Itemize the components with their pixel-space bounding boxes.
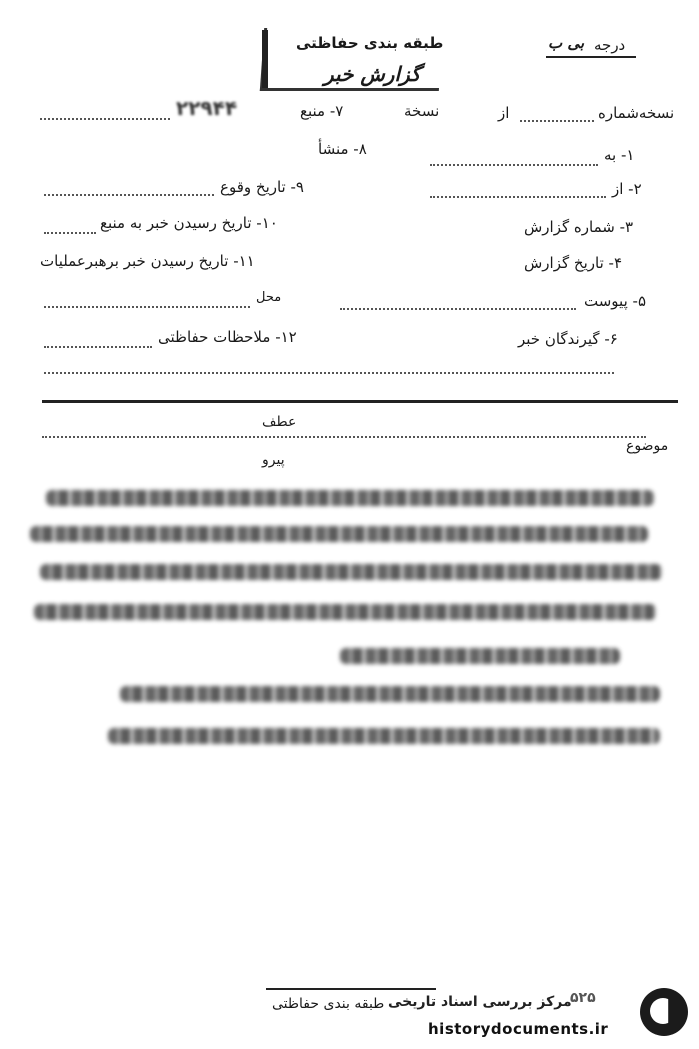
footer-number: ۵۲۵ bbox=[570, 990, 596, 1006]
classification-top: طبقه بندی حفاظتی bbox=[296, 34, 444, 52]
report-title: گزارش خبر bbox=[324, 62, 421, 86]
to-dots bbox=[430, 164, 598, 166]
body-line-blurred bbox=[34, 604, 656, 620]
date-occurrence-dots bbox=[44, 194, 214, 196]
reference-label: عطف bbox=[262, 414, 297, 430]
watermark-logo-icon bbox=[640, 988, 688, 1036]
from-dots bbox=[430, 196, 606, 198]
source-code: ۲۲۹۴۴ bbox=[176, 96, 238, 120]
body-line-blurred bbox=[30, 526, 648, 542]
body-line-blurred bbox=[108, 728, 660, 744]
of-label: از bbox=[498, 104, 510, 122]
section-separator bbox=[42, 400, 678, 403]
body-line-blurred bbox=[340, 648, 620, 664]
copy-label: نسخة bbox=[404, 102, 440, 120]
watermark-text: مرکز بررسی اسناد تاریخی bbox=[388, 994, 572, 1010]
attachment-label: ۵- پیوست bbox=[584, 292, 646, 310]
source-label: ۷- منبع bbox=[300, 102, 344, 120]
copy-number-label: نسخه‌شماره bbox=[598, 104, 675, 122]
grade-value: بی ب bbox=[548, 34, 585, 52]
copy-number-dots bbox=[520, 120, 594, 122]
stamp-edge-mark bbox=[262, 30, 268, 88]
from-label: ۲- از bbox=[612, 180, 642, 198]
recipients-label: ۶- گیرندگان خبر bbox=[518, 330, 618, 348]
origin-label: ۸- منشأ bbox=[318, 140, 367, 158]
classification-bottom: طبقه بندی حفاظتی bbox=[272, 996, 385, 1012]
report-date-label: ۴- تاریخ گزارش bbox=[524, 254, 622, 272]
subject-label: موضوع bbox=[626, 438, 669, 454]
extra-dots bbox=[44, 372, 614, 374]
security-notes-label: ۱۲- ملاحظات حفاظتی bbox=[158, 328, 297, 346]
grade-underline bbox=[546, 56, 636, 58]
to-label: ۱- به bbox=[604, 146, 635, 164]
report-number-label: ۳- شماره گزارش bbox=[524, 218, 634, 236]
date-received-source-label: ۱۰- تاریخ رسیدن خبر به منبع bbox=[100, 214, 278, 232]
footer-line bbox=[266, 988, 436, 990]
date-occurrence-label: ۹- تاریخ وقوع bbox=[220, 178, 304, 196]
reference-dots bbox=[42, 436, 646, 438]
body-line-blurred bbox=[40, 564, 662, 580]
body-line-blurred bbox=[46, 490, 654, 506]
date-received-ops-label: ۱۱- تاریخ رسیدن خبر برهبرعملیات bbox=[40, 252, 255, 270]
watermark-url: historydocuments.ir bbox=[428, 1020, 609, 1038]
place-dots bbox=[44, 306, 250, 308]
body-line-blurred bbox=[120, 686, 660, 702]
grade-label: درجه bbox=[594, 36, 626, 54]
attachment-dots bbox=[340, 308, 576, 310]
security-notes-dots bbox=[44, 346, 152, 348]
place-label: محل bbox=[256, 290, 282, 305]
source-dots bbox=[40, 118, 170, 120]
follow-label: پیرو bbox=[262, 452, 285, 468]
date-received-source-dots bbox=[44, 232, 96, 234]
